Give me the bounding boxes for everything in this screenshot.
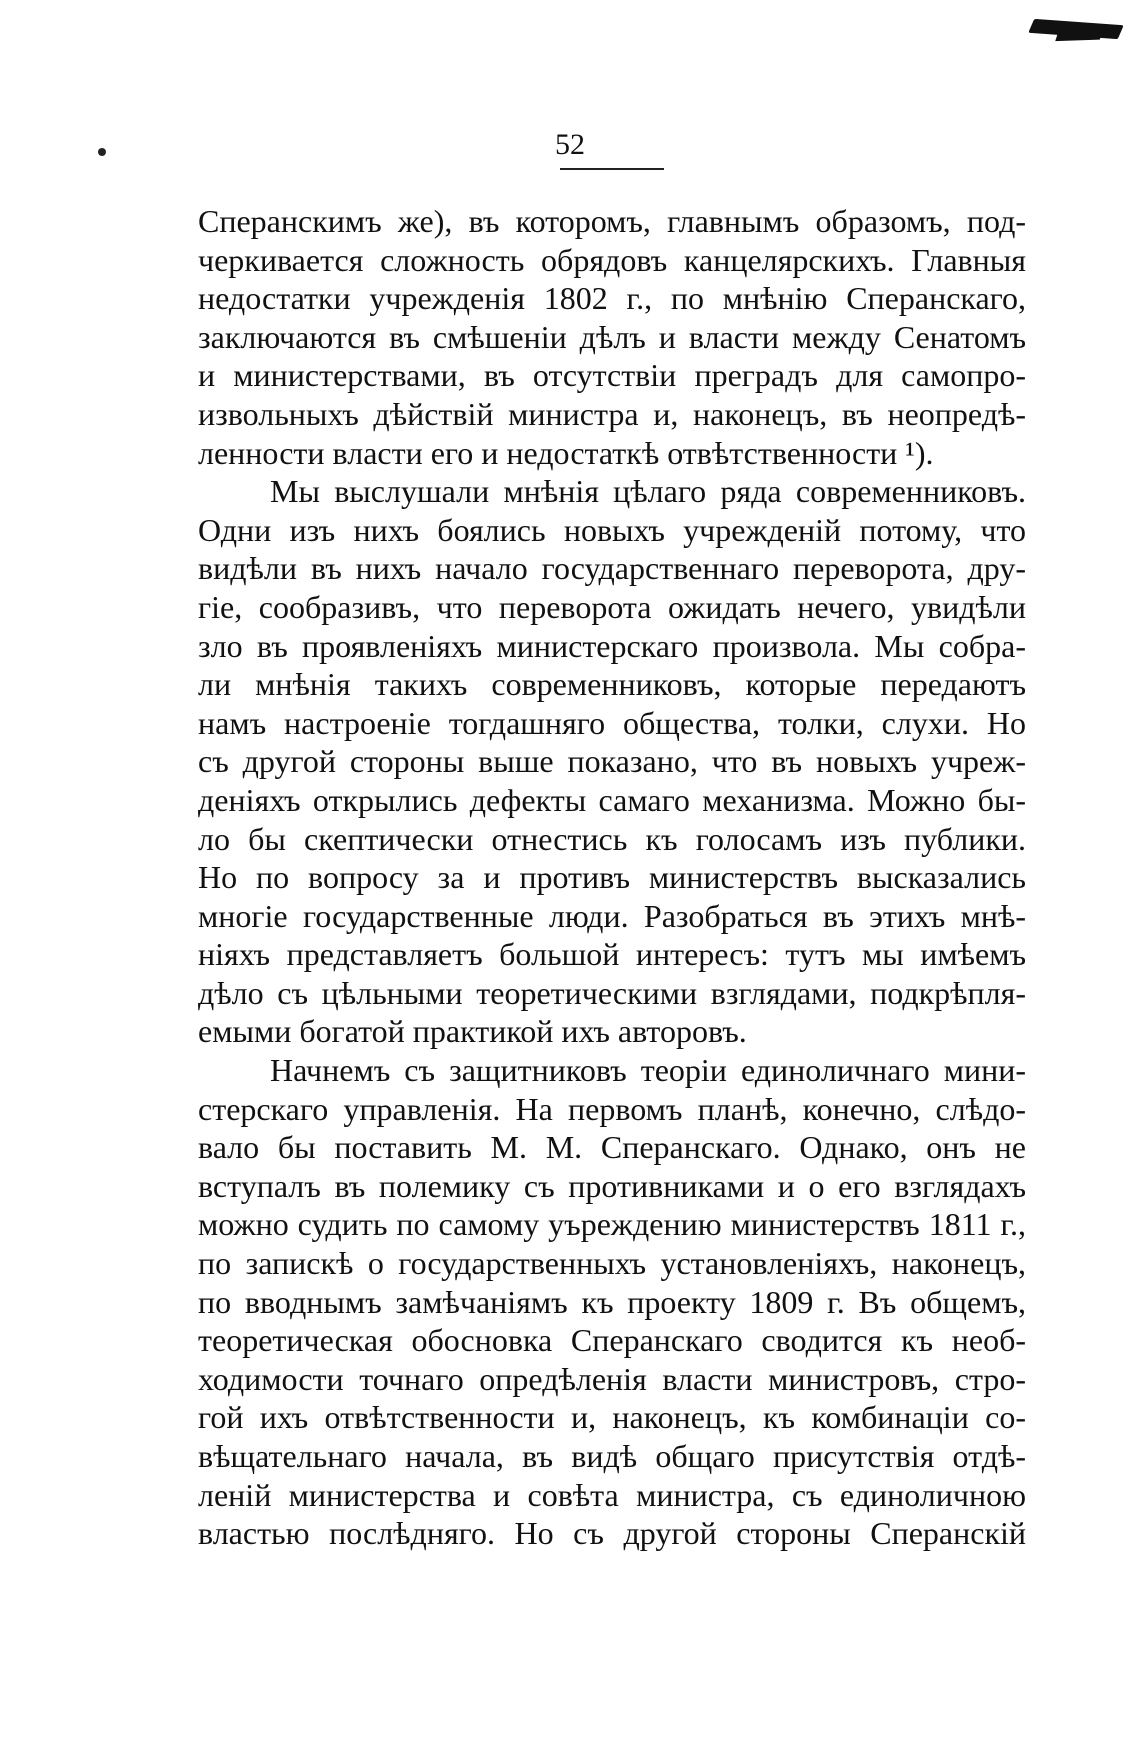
text-line: гой ихъ отвѣтственности и, наконецъ, къ комбинаціи со-: [198, 1399, 1026, 1436]
text-line: Но по вопросу за и противъ министерствъ высказались: [198, 859, 1026, 896]
text-line: вало бы поставить М. М. Сперанскаго. Однако, онъ не: [198, 1129, 1026, 1166]
text-line: заключаются въ смѣшеніи дѣлъ и власти между Сенатомъ: [198, 318, 1026, 355]
text-line: намъ настроеніе тогдашняго общества, толки, слухи. Но: [198, 704, 1026, 741]
text-line: дѣло съ цѣльными теоретическими взглядами, подкрѣпля-: [198, 974, 1026, 1011]
scan-ink-mark: [1028, 19, 1123, 39]
text-line: теоретическая обосновка Сперанскаго сводится къ необ-: [198, 1322, 1026, 1359]
paragraph-first-line: Начнемъ съ защитниковъ теоріи единоличнаго мини-: [270, 1052, 1026, 1089]
page-number: 52: [555, 128, 585, 161]
text-line: недостатки учрежденія 1802 г., по мнѣнію Сперанскаго,: [198, 280, 1026, 317]
text-line: ніяхъ представляетъ большой интересъ: тутъ мы имѣемъ: [198, 936, 1026, 973]
text-line: властью послѣдняго. Но съ другой стороны Сперанскій: [198, 1515, 1026, 1552]
text-line: ло бы скептически отнестись къ голосамъ изъ публики.: [198, 820, 1026, 857]
text-line: вступалъ въ полемику съ противниками и о его взглядахъ: [198, 1167, 1026, 1204]
text-line: деніяхъ открылись дефекты самаго механизма. Можно бы-: [198, 781, 1026, 818]
text-line: многіе государственные люди. Разобраться въ этихъ мнѣ-: [198, 897, 1026, 934]
body-text: [198, 202, 1026, 1553]
text-line: вѣщательнаго начала, въ видѣ общаго присутствія отдѣ-: [198, 1438, 1026, 1474]
text-line: и министерствами, въ отсутствіи преградъ для самопро-: [198, 357, 1026, 394]
text-line: ходимости точнаго опредѣленія власти министровъ, стро-: [198, 1360, 1026, 1397]
text-line: съ другой стороны выше показано, что въ новыхъ учреж-: [198, 743, 1026, 780]
text-line: видѣли въ нихъ начало государственнаго переворота, дру-: [198, 550, 1026, 587]
text-line: гіе, сообразивъ, что переворота ожидать нечего, увидѣли: [198, 588, 1026, 625]
text-line: по вводнымъ замѣчаніямъ къ проекту 1809 г. Въ общемъ,: [198, 1283, 1026, 1320]
page-number-rule: [560, 168, 664, 170]
text-line: по запискѣ о государственныхъ установленіяхъ, наконецъ,: [198, 1245, 1026, 1282]
text-line: стерскаго управленія. На первомъ планѣ, конечно, слѣдо-: [198, 1090, 1026, 1127]
text-line: извольныхъ дѣйствій министра и, наконецъ, въ неопредѣ-: [198, 395, 1026, 432]
paragraph-first-line: Мы выслушали мнѣнія цѣлаго ряда современниковъ.: [270, 473, 1026, 510]
text-line: емыми богатой практикой ихъ авторовъ.: [198, 1013, 747, 1050]
text-line: зло въ проявленіяхъ министерскаго произвола. Мы собра-: [198, 627, 1026, 664]
text-line: ленности власти его и недостаткѣ отвѣтственности ¹).: [198, 434, 934, 471]
text-line: ли мнѣнія такихъ современниковъ, которые передаютъ: [198, 666, 1026, 703]
text-line: Одни изъ нихъ боялись новыхъ учрежденій потому, что: [198, 511, 1026, 548]
text-line: леній министерства и совѣта министра, съ единоличною: [198, 1476, 1026, 1513]
text-line: можно судить по самому уъреждению министерствъ 1811 г.,: [198, 1206, 1026, 1243]
text-line: Сперанскимъ же), въ которомъ, главнымъ образомъ, под-: [198, 203, 1026, 239]
text-line: черкивается сложность обрядовъ канцелярскихъ. Главныя: [198, 241, 1026, 278]
